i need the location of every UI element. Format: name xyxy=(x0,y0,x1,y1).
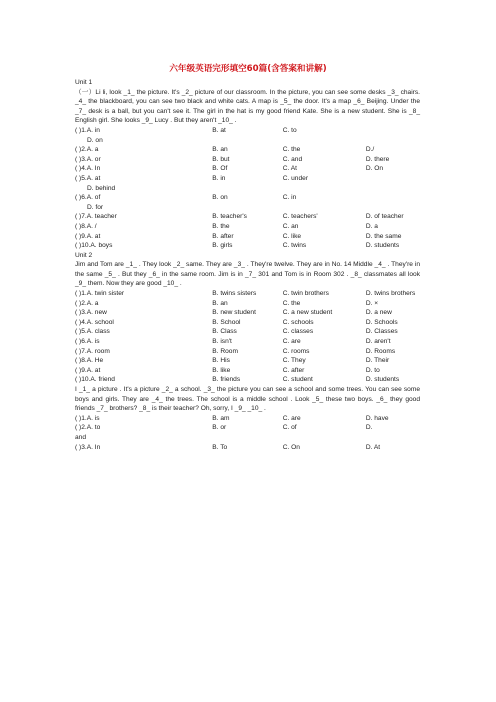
unit1-question-9 xyxy=(75,232,420,242)
unit2-q9-option-d: D. to xyxy=(365,366,380,374)
unit2-passage: Jim and Tom are _1_ . They look _2_ same. They are _3_ . They're twelve. They are in No. 14 Middle _4_ . They're in the same _5_ . But they _6_ in the same room. Jim is in _7_ 301 and Tom is in Room 302 . _8_ classmates all look _9_ them. Now they are good _10_ . xyxy=(75,261,420,288)
unit1-q2-option-a: ( )2.A. a xyxy=(75,146,99,154)
unit2-q6-option-a: ( )6.A. is xyxy=(75,338,100,346)
unit2-q5-option-c: C. classes xyxy=(282,328,314,336)
unit2-q8-option-a: ( )8.A. He xyxy=(75,357,104,365)
unit1-q5-option-d xyxy=(366,174,420,184)
unit1-q3-option-d: D. there xyxy=(365,155,390,163)
unit1-q1-option-b: B. at xyxy=(212,126,226,134)
unit2-question-9 xyxy=(75,366,420,376)
unit2-question-10 xyxy=(75,375,420,385)
unit1-q2-option-d: D./ xyxy=(365,146,375,154)
unit2-question-4 xyxy=(75,318,420,328)
unit2-q7-option-c: C. rooms xyxy=(282,347,310,355)
unit1-q6-wrapped-option: D. for xyxy=(87,203,104,211)
unit1-question-10 xyxy=(75,241,420,251)
unit1-q9-option-c: C. like xyxy=(282,232,302,240)
unit3-question-3 xyxy=(75,443,420,453)
unit3-q2-option-a: ( )2.A. to xyxy=(75,424,101,432)
unit1-question-4 xyxy=(75,164,420,174)
unit1-q1-option-d xyxy=(366,126,420,136)
unit1-q6-option-c: C. in xyxy=(282,194,297,202)
unit2-q10-option-a: ( )10.A. friend xyxy=(75,376,115,384)
unit1-q10-option-d: D. students xyxy=(365,242,400,250)
unit2-question-3 xyxy=(75,308,420,318)
unit2-q1-option-d: D. twins brothers xyxy=(365,290,416,298)
unit2-q9-option-c: C. after xyxy=(282,366,305,374)
unit1-q8-option-b: B. the xyxy=(212,222,230,230)
unit1-q8-option-a: ( )8.A. / xyxy=(75,222,97,230)
unit1-q5-wrapped-option: D. behind xyxy=(87,184,116,192)
unit3-q1-option-d: D. have xyxy=(365,414,389,422)
unit1-q5-option-b: B. in xyxy=(212,174,226,182)
unit3-question-2 xyxy=(75,423,420,433)
unit1-q2-option-b: B. an xyxy=(212,146,228,154)
unit2-q8-option-b: B. His xyxy=(212,357,230,365)
unit1-question-5 xyxy=(75,174,420,184)
unit1-q3-option-b: B. but xyxy=(212,155,230,163)
unit2-q3-option-d: D. a new xyxy=(365,309,392,317)
unit2-q4-option-b: B. School xyxy=(212,318,241,326)
unit2-q8-option-c: C. They xyxy=(282,357,306,365)
unit2-question-6 xyxy=(75,337,420,347)
unit2-q5-option-d: D. Classes xyxy=(365,328,398,336)
unit1-question-8 xyxy=(75,222,420,232)
unit1-question-6 xyxy=(75,193,420,203)
unit1-q2-option-c: C. the xyxy=(282,146,301,154)
unit1-q5-option-a: ( )5.A. at xyxy=(75,174,101,182)
unit2-question-2 xyxy=(75,299,420,309)
unit1-q9-option-d: D. the same xyxy=(365,232,402,240)
unit1-q6-option-a: ( )6.A. of xyxy=(75,194,101,202)
unit1-q4-option-a: ( )4.A. In xyxy=(75,165,101,173)
unit2-question-1 xyxy=(75,289,420,299)
unit3-q1-option-a: ( )1.A. is xyxy=(75,414,100,422)
unit2-q3-option-b: B. new student xyxy=(212,309,256,317)
unit2-q1-option-c: C. twin brothers xyxy=(282,290,329,298)
unit3-passage: I _1_ a picture . It's a picture _2_ a school. _3_ the picture you can see a school and some trees. You can see some boys and girls. They are _4_ the trees. The school is a middle school . Look _5_ these two boys. _6_ they good friends _7_ brothers? _8_ is their teacher? Oh, sorry, I _9_ _10_ . xyxy=(75,386,420,413)
unit2-q1-option-b: B. twins sisters xyxy=(212,290,257,298)
unit2-q3-option-c: C. a new student xyxy=(282,309,333,317)
unit2-q2-option-c: C. the xyxy=(282,299,301,307)
unit1-question-3 xyxy=(75,155,420,165)
unit1-q7-option-d: D. of teacher xyxy=(365,213,404,221)
unit1-q4-option-b: B. Of xyxy=(212,165,228,173)
unit1-q7-option-b: B. teacher's xyxy=(212,213,247,221)
unit1-heading: Unit 1 xyxy=(75,79,93,86)
unit2-q4-option-c: C. schools xyxy=(282,318,314,326)
unit2-q7-option-a: ( )7.A. room xyxy=(75,347,110,355)
unit2-q9-option-a: ( )9.A. at xyxy=(75,366,101,374)
unit1-q9-option-b: B. after xyxy=(212,232,234,240)
unit2-q6-option-b: B. isn't xyxy=(212,338,232,346)
unit1-question-1 xyxy=(75,126,420,136)
unit3-q2-option-c: C. of xyxy=(282,424,297,432)
unit2-q4-option-a: ( )4.A. school xyxy=(75,318,114,326)
unit2-q4-option-d: D. Schools xyxy=(365,318,398,326)
unit1-q3-option-c: C. and xyxy=(282,155,303,163)
unit3-q3-option-b: B. To xyxy=(212,443,228,451)
unit3-q2-option-d: D. xyxy=(365,424,373,432)
unit1-q6-option-b: B. on xyxy=(212,194,228,202)
unit2-q9-option-b: B. like xyxy=(212,366,231,374)
unit1-q9-option-a: ( )9.A. at xyxy=(75,232,101,240)
unit3-q2-option-b: B. or xyxy=(212,424,227,432)
unit1-q10-option-b: B. girls xyxy=(212,242,233,250)
unit2-q5-option-a: ( )5.A. class xyxy=(75,328,110,336)
unit2-q5-option-b: B. Class xyxy=(212,328,237,336)
unit2-q6-option-d: D. aren't xyxy=(365,338,391,346)
unit1-q7-option-a: ( )7.A. teacher xyxy=(75,213,117,221)
unit2-q10-option-d: D. students xyxy=(365,376,400,384)
unit2-q2-option-d: D. × xyxy=(365,299,379,307)
unit2-question-7 xyxy=(75,347,420,357)
unit1-q10-option-a: ( )10.A. boys xyxy=(75,242,113,250)
unit2-questions xyxy=(75,289,420,385)
unit1-question-2 xyxy=(75,145,420,155)
unit2-q10-option-c: C. student xyxy=(282,376,313,384)
unit2-q8-option-d: D. Their xyxy=(365,357,390,365)
unit2-q7-option-b: B. Room xyxy=(212,347,238,355)
unit1-passage: （一）Li li, look _1_ the picture. It's _2_ picture of our classroom. In the picture, you can see some desks _3_ chairs. _4_ the blackboard, you can see two black and white cats. A map is _5_ the door. It's a map _6_ Beijing. Under the _7_ desk is a ball, but you can't see it. The girl in the hat is my good friend Kate. She is a new student. She is _8_ English girl. She looks _9_ Lucy . But they aren't _10_ . xyxy=(75,88,420,125)
unit1-q8-option-d: D. a xyxy=(365,222,378,230)
unit3-questions xyxy=(75,414,420,452)
unit1-q6-option-d xyxy=(366,193,420,203)
unit1-q1-wrapped-option: D. on xyxy=(87,136,103,144)
unit1-q1-option-c: C. to xyxy=(282,126,297,134)
unit2-question-8 xyxy=(75,356,420,366)
unit3-q3-option-d: D. At xyxy=(365,443,381,451)
unit1-q4-option-d: D. On xyxy=(365,165,384,173)
document-title: 六年级英语完形填空60篇(含答案和讲解) xyxy=(169,64,327,74)
unit1-q1-option-a: ( )1.A. in xyxy=(75,126,100,134)
unit1-question-7 xyxy=(75,212,420,222)
unit2-heading: Unit 2 xyxy=(75,251,93,259)
unit3-q1-option-b: B. am xyxy=(212,414,230,422)
unit2-question-5 xyxy=(75,327,420,337)
unit1-q4-option-c: C. At xyxy=(282,165,298,173)
unit1-q8-option-c: C. an xyxy=(282,222,299,230)
unit1-questions xyxy=(75,126,420,251)
unit1-q10-option-c: C. twins xyxy=(282,242,307,250)
unit3-q1-option-c: C. are xyxy=(282,414,301,422)
unit2-q1-option-a: ( )1.A. twin sister xyxy=(75,290,125,298)
unit2-q3-option-a: ( )3.A. new xyxy=(75,309,107,317)
unit3-q2-wrapped-option: and xyxy=(75,433,87,441)
unit1-q3-option-a: ( )3.A. or xyxy=(75,155,101,163)
unit2-q2-option-a: ( )2.A. a xyxy=(75,299,99,307)
unit3-q3-option-a: ( )3.A. In xyxy=(75,443,101,451)
unit3-q3-option-c: C. On xyxy=(282,443,300,451)
unit1-q7-option-c: C. teachers' xyxy=(282,213,318,221)
document-body xyxy=(75,78,420,452)
unit2-q6-option-c: C. are xyxy=(282,338,301,346)
unit3-question-1 xyxy=(75,414,420,424)
unit2-q10-option-b: B. friends xyxy=(212,376,241,384)
unit1-q5-option-c: C. under xyxy=(282,174,309,182)
unit2-q2-option-b: B. an xyxy=(212,299,228,307)
unit2-q7-option-d: D. Rooms xyxy=(365,347,396,355)
